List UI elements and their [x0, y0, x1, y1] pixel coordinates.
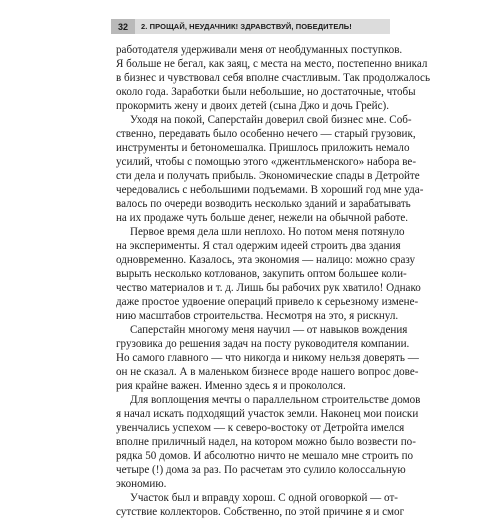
text-line: увенчались успехом — к северо-востоку от Детройта имелся	[116, 422, 405, 434]
text-line: ственно, передавать было особенно нечего — старый грузовик,	[116, 128, 416, 140]
text-line: вырыть несколько котлованов, закупить оптом большее коли-	[116, 268, 407, 280]
text-line: рядка 50 домов. И абсолютно ничто не мешало мне строить по	[116, 450, 414, 462]
text-line: сти дела и получать прибыль. Экономические спады в Детройте	[116, 170, 420, 182]
text-line: инструменты и бетономешалка. Пришлось приложить немало	[116, 142, 410, 154]
text-line: работодателя удерживали меня от необдуманных поступков.	[116, 44, 403, 56]
text-line: на эксперименты. Я стал одержим идеей строить два здания	[116, 240, 401, 252]
text-line: чередовались с небольшими подъемами. В хороший год мне уда-	[116, 184, 424, 196]
text-line: четыре (!) дома за раз. По расчетам это сулило колоссальную	[116, 464, 406, 476]
text-line: грузовика до решения задач на посту руководителя компании.	[116, 338, 410, 350]
text-line: усилий, чтобы с помощью этого «джентльменского» набора ве-	[116, 156, 417, 168]
text-line: вполне приличный надел, на котором можно было возвести по-	[116, 436, 416, 448]
body-text	[116, 43, 431, 519]
text-line: около года. Заработки были небольшие, но достаточные, чтобы	[116, 86, 416, 98]
text-line: даже простое удвоение операций привело к серьезному измене-	[116, 296, 419, 308]
text-line: Саперстайн многому меня научил — от навыков вождения	[130, 324, 408, 336]
text-line: сутствие коллекторов. Собственно, по этой причине я и смог	[116, 506, 405, 518]
text-line: нию масштабов строительства. Несмотря на это, я рискнул.	[116, 310, 399, 322]
text-line: Участок был и вправду хорош. С одной оговоркой — от-	[130, 492, 398, 504]
text-line: он не сказал. А в маленьком бизнесе вроде нашего вопрос дове-	[116, 366, 419, 378]
text-line: в бизнес и чувствовал себя вполне счастливым. Так продолжалось	[116, 72, 431, 84]
text-line: Первое время дела шли неплохо. Но потом меня потянуло	[130, 226, 405, 238]
page-number: 32	[111, 19, 135, 34]
text-line: Для воплощения мечты о параллельном строительстве домов	[130, 394, 421, 406]
text-line: валось по очереди возводить несколько зданий и зарабатывать	[116, 198, 411, 210]
text-line: рия крайне важен. Именно здесь я и прокололся.	[116, 380, 346, 392]
text-line: одновременно. Казалось, эта экономия — налицо: можно сразу	[116, 254, 416, 266]
text-line: на их продаже чуть больше денег, нежели на обычной работе.	[116, 212, 409, 224]
running-header	[111, 19, 390, 34]
text-line: Но самого главного — что никогда и никому нельзя доверять —	[116, 352, 419, 364]
text-line: прокормить жену и двоих детей (сына Джо и дочь Грейс).	[116, 100, 390, 112]
text-line: Уходя на покой, Саперстайн доверил свой бизнес мне. Соб-	[130, 114, 412, 126]
text-line: я начал искать подходящий участок земли. Наконец мои поиски	[116, 408, 419, 420]
chapter-title: 2. ПРОЩАЙ, НЕУДАЧНИК! ЗДРАВСТВУЙ, ПОБЕДИТЕЛЬ!	[135, 19, 390, 34]
text-line: чество материалов и т. д. Лишь бы рабочих рук хватило! Однако	[116, 282, 421, 294]
text-line: Я больше не бегал, как заяц, с места на место, постепенно вникал	[116, 58, 428, 70]
text-line: экономию.	[116, 478, 167, 490]
